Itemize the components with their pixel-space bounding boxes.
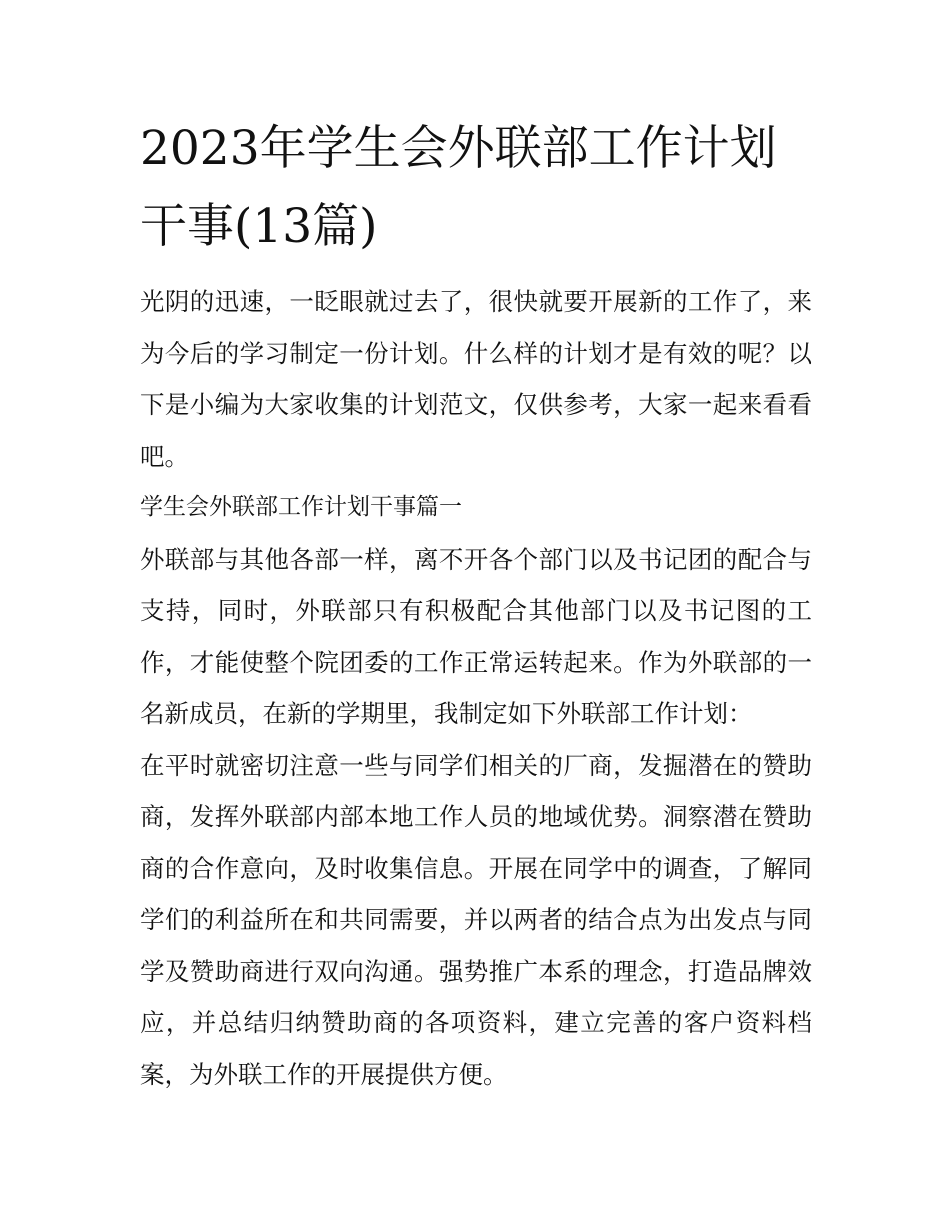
body-paragraph-2: 在平时就密切注意一些与同学们相关的厂商，发掘潜在的赞助商，发挥外联部内部本地工作人员的地域优势。洞察潜在赞助商的合作意向，及时收集信息。开展在同学中的调查，了解同学们的利益所在和共同需要，并以两者的结合点为出发点与同学及赞助商进行双向沟通。强势推广本系的理念，打造品牌效应，并总结归纳赞助商的各项资料，建立完善的客户资料档案，为外联工作的开展提供方便。 [140, 750, 812, 1089]
document-page [140, 110, 812, 1100]
document-title: 2023年学生会外联部工作计划干事(13篇) [140, 121, 777, 254]
body-paragraph-1: 外联部与其他各部一样，离不开各个部门以及书记团的配合与支持，同时，外联部只有积极配合其他部门以及书记图的工作，才能使整个院团委的工作正常运转起来。作为外联部的一名新成员，在新的学期里，我制定如下外联部工作计划： [140, 544, 812, 728]
section-heading: 学生会外联部工作计划干事篇一 [140, 494, 462, 520]
intro-paragraph: 光阴的迅速，一眨眼就过去了，很快就要开展新的工作了，来为今后的学习制定一份计划。什么样的计划才是有效的呢？以下是小编为大家收集的计划范文，仅供参考，大家一起来看看吧。 [140, 287, 812, 471]
